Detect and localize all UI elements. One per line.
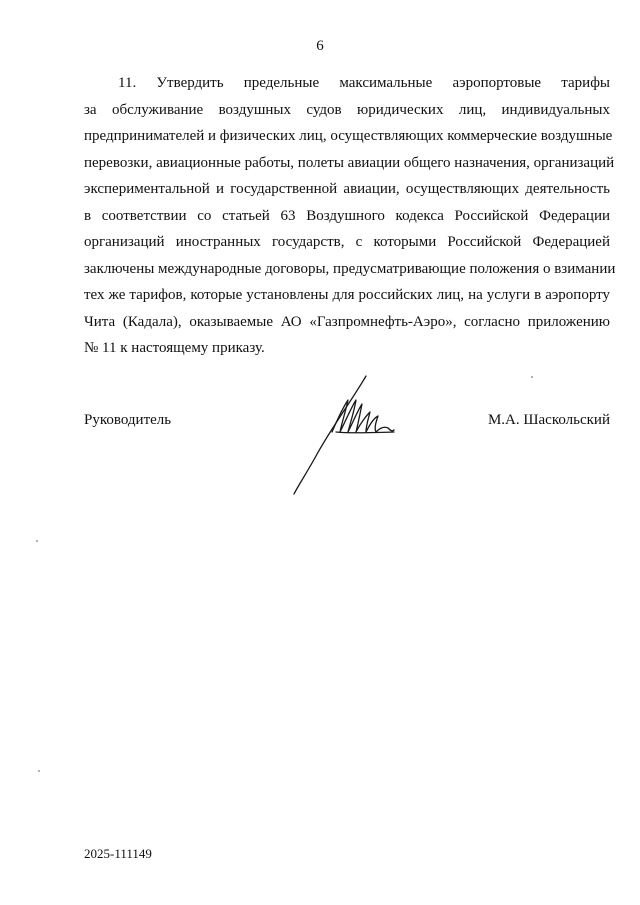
paragraph-line: за обслуживание воздушных судов юридических лиц, индивидуальных [84, 101, 610, 118]
paragraph-line: перевозки, авиационные работы, полеты авиации общего назначения, организаций [84, 154, 615, 171]
paragraph-line: в соответствии со статьей 63 Воздушного кодекса Российской Федерации [84, 207, 610, 224]
paragraph-line: тех же тарифов, которые установлены для российских лиц, на услуги в аэропорту [84, 287, 610, 303]
handwritten-signature [286, 370, 406, 500]
scan-speck [38, 770, 40, 772]
paragraph-line: предпринимателей и физических лиц, осуществляющих коммерческие воздушные [84, 128, 613, 144]
paragraph-line: 11. Утвердить предельные максимальные аэропортовые тарифы [118, 75, 610, 91]
paragraph-line: экспериментальной и государственной авиации, осуществляющих деятельность [84, 181, 610, 197]
document-number: 2025-111149 [84, 846, 152, 861]
paragraph-line: Чита (Кадала), оказываемые АО «Газпромнефть-Аэро», согласно приложению [84, 313, 610, 330]
scan-speck [36, 540, 38, 542]
paragraph-line: организаций иностранных государств, с которыми Российской Федерацией [84, 234, 610, 250]
signer-title: Руководитель [84, 412, 172, 428]
scan-speck [531, 376, 533, 378]
body-paragraph [84, 70, 616, 362]
paragraph-line: № 11 к настоящему приказу. [84, 340, 265, 356]
paragraph-line: заключены международные договоры, предусматривающие положения о взимании [84, 260, 616, 277]
page-number: 6 [316, 38, 324, 54]
signer-name: М.А. Шаскольский [487, 412, 610, 428]
